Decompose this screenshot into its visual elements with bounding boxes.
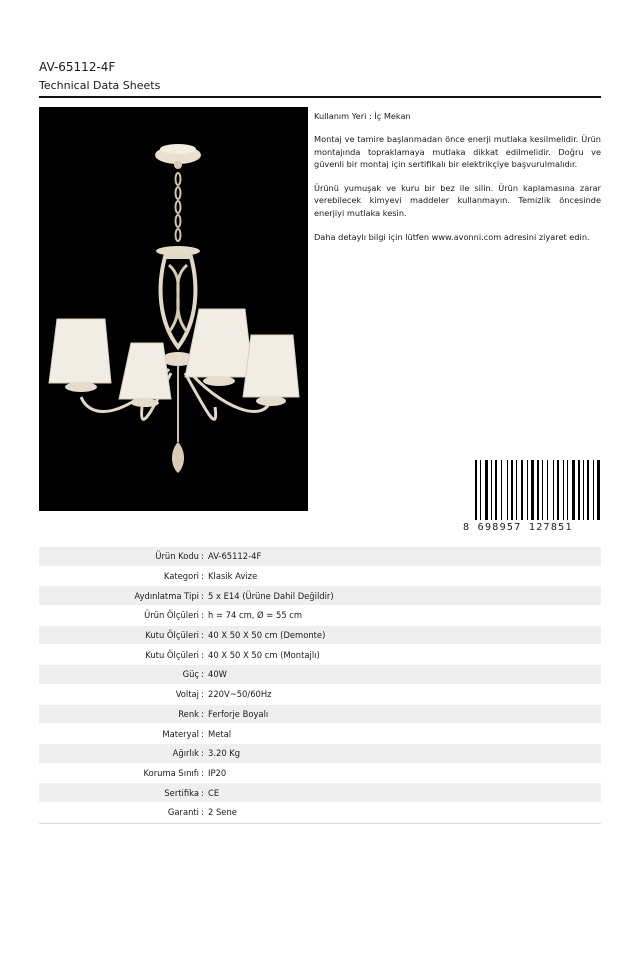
barcode-digits: 8 698957 127851 [463,522,573,533]
spec-label: Materyal [162,728,199,739]
cleaning-instructions: Ürünü yumuşak ve kuru bir bez ile silin. Ürün kaplamasına zarar verebilecek kimyevi maddeler kullanmayın. Temizlik öncesinde enerjiyi mutlaka kesin. [314,183,601,218]
spec-label: Kutu Ölçüleri [145,630,199,641]
spec-label: Ürün Kodu [155,551,199,562]
barcode-bar [557,460,559,520]
spec-row [39,586,601,606]
spec-separator: : [201,590,204,601]
spec-value: 220V~50/60Hz [208,689,272,700]
barcode-bar [511,460,513,520]
barcode-bar [501,460,502,520]
website-note: Daha detaylı bilgi için lütfen www.avonni.com adresini ziyaret edin. [314,232,590,243]
product-info [314,110,601,255]
chandelier-image [39,107,308,511]
spec-row [39,606,601,626]
spec-value: 5 x E14 (Ürüne Dahil Değildir) [208,590,334,601]
spec-value: 40 X 50 X 50 cm (Demonte) [208,630,326,641]
spec-separator: : [201,728,204,739]
barcode-bar [485,460,488,520]
spec-value: 40W [208,669,227,680]
spec-value: 3.20 Kg [208,748,241,759]
header-divider [39,96,601,98]
spec-label: Güç [182,669,199,680]
spec-separator: : [201,649,204,660]
barcode-bar [475,460,477,520]
spec-label: Kutu Ölçüleri [145,649,199,660]
spec-label: Voltaj [175,689,199,700]
barcode-bar [547,460,548,520]
document-title: Technical Data Sheets [39,79,161,92]
barcode-bar [516,460,517,520]
spec-separator: : [201,630,204,641]
spec-label: Aydınlatma Tipi [134,590,199,601]
spec-row [39,685,601,705]
barcode-bar [507,460,508,520]
spec-value: 2 Sene [208,807,237,818]
spec-row [39,567,601,587]
spec-value: CE [208,787,220,798]
barcode [463,458,601,538]
spec-separator: : [201,610,204,621]
spec-row [39,744,601,764]
spec-row [39,705,601,725]
barcode-bar [578,460,580,520]
barcode-bar [567,460,568,520]
barcode-bar [491,460,492,520]
spec-separator: : [201,669,204,680]
barcode-bar [495,460,497,520]
spec-row [39,547,601,567]
usage-location: Kullanım Yeri : İç Mekan [314,111,411,121]
barcode-bar [597,460,600,520]
spec-value: AV-65112-4F [208,551,262,562]
spec-label: Kategori [163,571,199,582]
barcode-bars [475,460,601,520]
spec-table-end [39,823,601,824]
spec-table [39,547,601,824]
barcode-bar [542,460,543,520]
spec-row [39,764,601,784]
spec-separator: : [201,748,204,759]
spec-row [39,665,601,685]
spec-separator: : [201,787,204,798]
spec-label: Garanti [167,807,199,818]
spec-value: Klasik Avize [208,571,258,582]
spec-label: Renk [178,708,199,719]
barcode-bar [587,460,589,520]
spec-row [39,783,601,803]
document-header [39,58,601,94]
spec-separator: : [201,571,204,582]
spec-separator: : [201,807,204,818]
spec-value: Metal [208,728,232,739]
spec-label: Koruma Sınıfı [143,767,199,778]
spec-separator: : [201,708,204,719]
barcode-bar [480,460,481,520]
spec-label: Sertifika [164,787,199,798]
barcode-bar [521,460,523,520]
spec-value: h = 74 cm, Ø = 55 cm [208,610,303,621]
barcode-bar [572,460,575,520]
spec-row [39,626,601,646]
spec-row [39,645,601,665]
spec-label: Ağırlık [172,748,199,759]
barcode-bar [553,460,554,520]
installation-warning: Montaj ve tamire başlanmadan önce enerji mutlaka kesilmelidir. Ürün montajında topraklamaya mutlaka dikkat edilmelidir. Doğru ve güvenli bir montaj için sertifikalı bir elektrikçiye başvurulmalıdır. [314,134,601,169]
barcode-bar [527,460,528,520]
spec-separator: : [201,689,204,700]
spec-value: 40 X 50 X 50 cm (Montajlı) [208,649,320,660]
spec-row [39,803,601,823]
barcode-bar [563,460,564,520]
spec-separator: : [201,767,204,778]
barcode-bar [583,460,584,520]
barcode-bar [537,460,539,520]
spec-separator: : [201,551,204,562]
barcode-bar [531,460,534,520]
product-code-title: AV-65112-4F [39,60,116,74]
spec-label: Ürün Ölçüleri [144,610,199,621]
product-photo [39,107,308,511]
spec-value: Ferforje Boyalı [208,708,269,719]
spec-value: IP20 [208,767,227,778]
barcode-bar [593,460,594,520]
spec-row [39,724,601,744]
